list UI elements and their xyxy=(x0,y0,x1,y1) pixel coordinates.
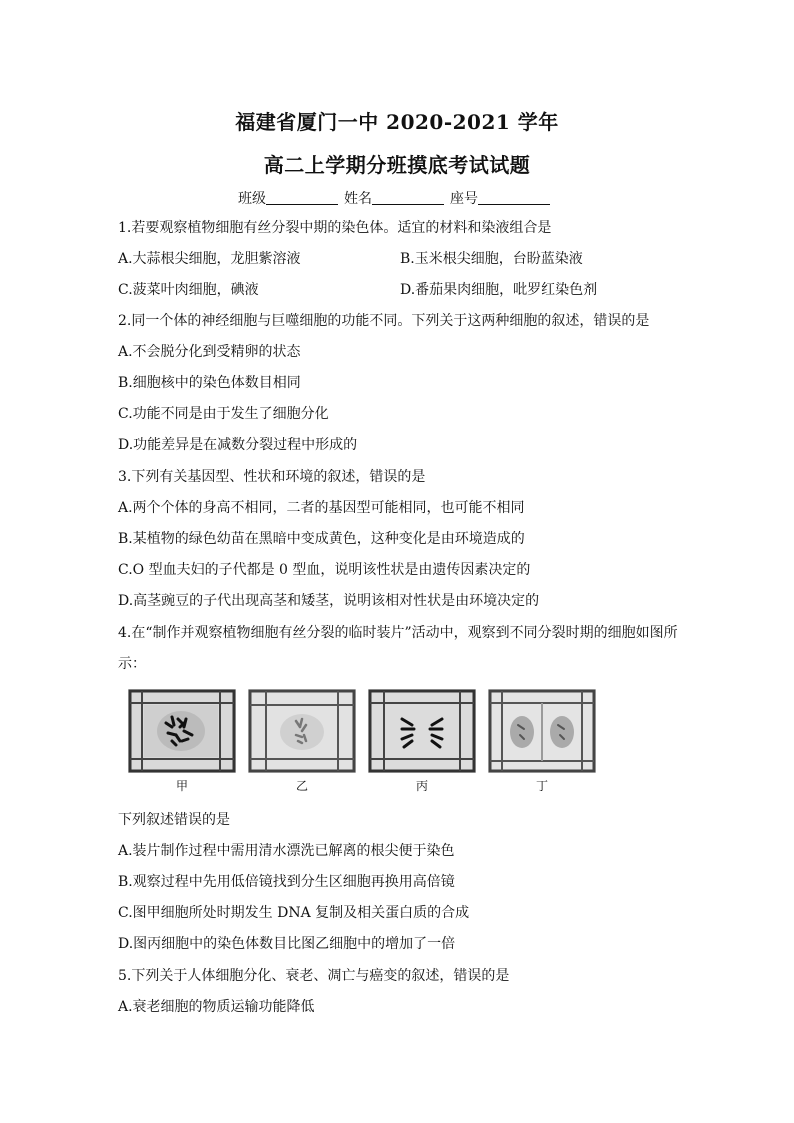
q2-option-c: C.功能不同是由于发生了细胞分化 xyxy=(118,406,329,422)
q1-option-a: A.大蒜根尖细胞，龙胆紫溶液 xyxy=(118,251,301,267)
class-label: 班级 xyxy=(238,191,266,207)
figure-label-yi: 乙 xyxy=(295,779,308,793)
figure-label-jia: 甲 xyxy=(175,779,188,793)
figure-ding-image xyxy=(488,689,596,773)
student-info-row xyxy=(0,188,794,208)
q5-option-a: A.衰老细胞的物质运输功能降低 xyxy=(118,999,315,1015)
q3-option-d: D.高茎豌豆的子代出现高茎和矮茎，说明该相对性状是由环境决定的 xyxy=(118,593,540,609)
figure-bing-image xyxy=(368,689,476,773)
q4-stem-line2: 示： xyxy=(118,656,146,672)
figure-yi-image xyxy=(248,689,356,773)
q1-option-b: B.玉米根尖细胞，台盼蓝染液 xyxy=(400,251,583,267)
q4-stem-line1: 4.在“制作并观察植物细胞有丝分裂的临时装片”活动中，观察到不同分裂时期的细胞如图所 xyxy=(118,625,678,641)
q4-option-d: D.图丙细胞中的染色体数目比图乙细胞中的增加了一倍 xyxy=(118,936,456,952)
cell-division-figures xyxy=(128,689,598,793)
name-blank[interactable] xyxy=(372,190,444,205)
seat-blank[interactable] xyxy=(478,190,550,205)
q1-option-c: C.菠菜叶肉细胞，碘液 xyxy=(118,282,259,298)
q3-option-a: A.两个个体的身高不相同，二者的基因型可能相同，也可能不相同 xyxy=(118,500,525,516)
figure-label-ding: 丁 xyxy=(535,779,548,793)
class-blank[interactable] xyxy=(266,190,338,205)
q4-option-c: C.图甲细胞所处时期发生 DNA 复制及相关蛋白质的合成 xyxy=(118,905,470,921)
q4-option-a: A.装片制作过程中需用清水漂洗已解离的根尖便于染色 xyxy=(118,843,455,859)
q3-stem: 3.下列有关基因型、性状和环境的叙述，错误的是 xyxy=(118,469,426,485)
figure-label-bing: 丙 xyxy=(415,779,428,793)
q4-lead: 下列叙述错误的是 xyxy=(118,812,230,828)
q3-option-c: C.O 型血夫妇的子代都是 0 型血，说明该性状是由遗传因素决定的 xyxy=(118,562,531,578)
name-label: 姓名 xyxy=(344,191,372,207)
figure-jia-image xyxy=(128,689,236,773)
q1-option-d: D.番茄果肉细胞，吡罗红染色剂 xyxy=(400,282,598,298)
q1-stem: 1.若要观察植物细胞有丝分裂中期的染色体。适宜的材料和染液组合是 xyxy=(118,220,552,236)
q3-option-b: B.某植物的绿色幼苗在黑暗中变成黄色，这种变化是由环境造成的 xyxy=(118,531,525,547)
seat-label: 座号 xyxy=(450,191,478,207)
q2-option-a: A.不会脱分化到受精卵的状态 xyxy=(118,344,301,360)
exam-title: 福建省厦门一中 2020-2021 学年 xyxy=(235,110,559,134)
q2-option-b: B.细胞核中的染色体数目相同 xyxy=(118,375,301,391)
q4-option-b: B.观察过程中先用低倍镜找到分生区细胞再换用高倍镜 xyxy=(118,874,455,890)
q5-stem: 5.下列关于人体细胞分化、衰老、凋亡与癌变的叙述，错误的是 xyxy=(118,968,510,984)
exam-subtitle: 高二上学期分班摸底考试试题 xyxy=(263,153,531,177)
q2-stem: 2.同一个体的神经细胞与巨噬细胞的功能不同。下列关于这两种细胞的叙述，错误的是 xyxy=(118,313,650,329)
q2-option-d: D.功能差异是在减数分裂过程中形成的 xyxy=(118,437,358,453)
